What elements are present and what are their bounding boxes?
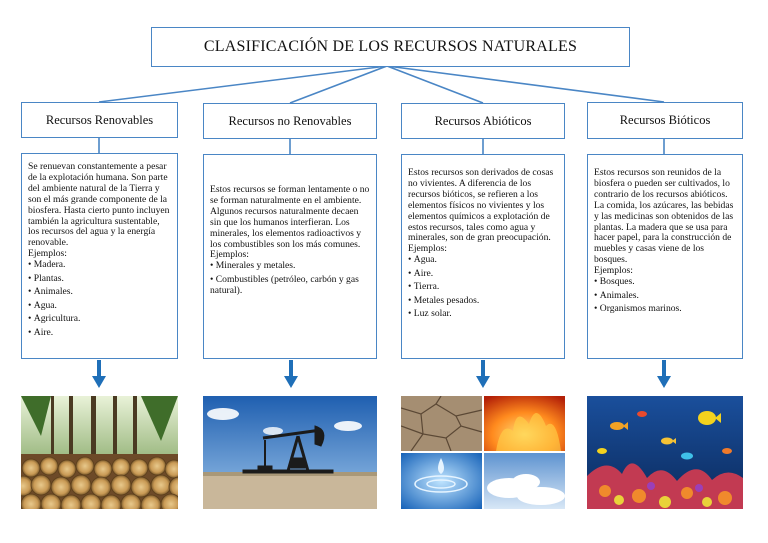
list-item: • Luz solar. <box>408 309 558 320</box>
list-item: • Animales. <box>28 287 171 298</box>
coral-reef-image <box>587 396 743 509</box>
heading-bioticos: Recursos Bióticos <box>587 102 743 139</box>
list-item: • Combustibles (petróleo, carbón y gas natural). <box>210 275 370 297</box>
list-item: • Aire. <box>28 328 171 339</box>
arrow-head-2 <box>284 376 298 388</box>
description-abioticos <box>401 154 565 359</box>
arrow-head-1 <box>92 376 106 388</box>
list-item: • Bosques. <box>594 277 736 288</box>
description-bioticos <box>587 154 743 359</box>
heading-abioticos: Recursos Abióticos <box>401 103 565 139</box>
list-item: • Agua. <box>408 255 558 266</box>
examples-list <box>594 277 736 315</box>
list-item: • Minerales y metales. <box>210 261 370 272</box>
list-item: • Agua. <box>28 301 171 312</box>
heading-renovables: Recursos Renovables <box>21 102 178 138</box>
connector-line-1 <box>99 66 387 102</box>
list-item: • Tierra. <box>408 282 558 293</box>
description-text: La comida, los azúcares, las bebidas y las medicinas son obtenidos de las plantas. La madera que se usa para hacer papel, para la construcción de muebles y casas viene de los bosques. <box>594 199 734 266</box>
examples-label: Ejemplos: <box>594 265 633 277</box>
list-item: • Plantas. <box>28 274 171 285</box>
oil-pump-image <box>203 396 377 509</box>
description-no-renovables <box>203 154 377 359</box>
main-title: CLASIFICACIÓN DE LOS RECURSOS NATURALES <box>151 27 630 67</box>
list-item: • Animales. <box>594 291 736 302</box>
examples-label: Ejemplos: <box>408 243 447 255</box>
description-text: Estos recursos son reunidos de la biosfera o pueden ser cultivados, lo contrario de los recursos abióticos. <box>594 167 730 200</box>
list-item: • Organismos marinos. <box>594 304 736 315</box>
list-item: • Agricultura. <box>28 314 171 325</box>
description-text: Estos recursos se forman lentamente o no se forman naturalmente en el ambiente. Algunos recursos naturalmente decaen sin que los humanos interfieran. Los minerales, los elementos radioactivos y los combustibles son los más comunes. <box>210 184 370 250</box>
examples-list <box>28 260 171 338</box>
examples-list <box>210 261 370 296</box>
abiotic-collage-image <box>401 396 565 509</box>
list-item: • Aire. <box>408 269 558 280</box>
description-renovables <box>21 153 178 359</box>
list-item: • Metales pesados. <box>408 296 558 307</box>
examples-label: Ejemplos: <box>28 248 67 260</box>
forest-logs-image <box>21 396 178 509</box>
description-text: Se renuevan constantemente a pesar de la explotación humana. Son parte del ambiente natural de la Tierra y son el más grande componente de la biosfera. Hasta cierto punto incluyen también la agricultura sustentable, los recursos del agua y la energía renovable. <box>28 161 170 249</box>
connector-line-4 <box>387 66 664 102</box>
heading-no-renovables: Recursos no Renovables <box>203 103 377 139</box>
examples-list <box>408 255 558 320</box>
arrow-head-4 <box>657 376 671 388</box>
arrow-head-3 <box>476 376 490 388</box>
list-item: • Madera. <box>28 260 171 271</box>
description-text: Estos recursos son derivados de cosas no vivientes. A diferencia de los recursos bióticos, se refieren a los elementos físicos no vivientes y los elementos químicos a explotación de estos recursos, tales como agua y minerales, son de gran preocupación. <box>408 167 554 244</box>
examples-label: Ejemplos: <box>210 249 249 261</box>
